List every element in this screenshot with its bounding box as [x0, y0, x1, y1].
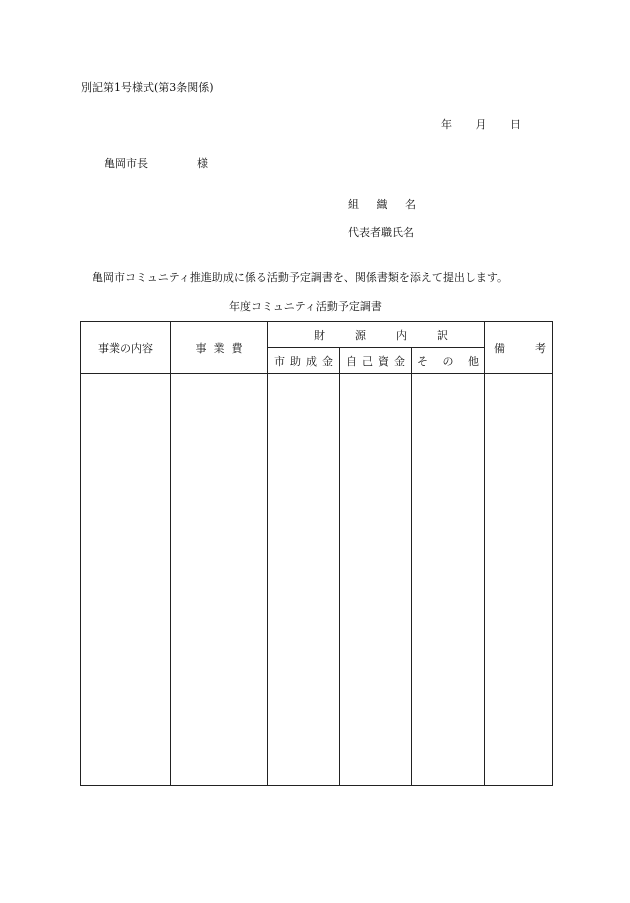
header-project-content-label: 事業の内容 [98, 341, 153, 355]
header-own-funds [340, 348, 412, 374]
date-day-label: 日 [510, 118, 521, 131]
table-title: 年度コミュニティ活動予定調書 [229, 300, 382, 313]
header-funding-breakdown [268, 322, 485, 348]
label-char: 他 [468, 354, 479, 368]
header-project-content [81, 322, 171, 374]
table-header-row [81, 322, 553, 348]
label-char: 金 [322, 354, 333, 368]
label-char: 金 [394, 354, 405, 368]
project-cost-cell[interactable] [171, 374, 268, 786]
addressee-honorific: 様 [197, 157, 208, 170]
label-char: 費 [231, 341, 243, 355]
organization-name-label [348, 198, 416, 212]
label-char: そ [417, 354, 428, 368]
project-content-cell[interactable] [81, 374, 171, 786]
header-remarks [485, 322, 553, 374]
label-char: 考 [535, 341, 547, 355]
city-subsidy-cell[interactable] [268, 374, 340, 786]
label-char: 助 [290, 354, 301, 368]
header-other [412, 348, 485, 374]
other-funds-cell[interactable] [412, 374, 485, 786]
label-char: 備 [494, 341, 506, 355]
activity-plan-table [80, 321, 553, 786]
label-char: 名 [405, 198, 416, 211]
header-city-subsidy [268, 348, 340, 374]
label-char: 織 [376, 198, 388, 211]
label-char: 内 [396, 328, 407, 342]
label-char: の [442, 354, 454, 368]
label-char: 源 [355, 328, 366, 342]
label-char: 己 [362, 354, 373, 368]
label-char: 市 [274, 354, 285, 368]
label-char: 業 [213, 341, 225, 355]
label-char: 資 [378, 354, 389, 368]
label-char: 成 [306, 354, 317, 368]
date-year-label: 年 [441, 118, 452, 131]
date-month-label: 月 [475, 118, 487, 131]
label-char: 事 [195, 341, 207, 355]
header-project-cost [171, 322, 268, 374]
representative-label: 代表者職氏名 [348, 226, 414, 239]
addressee-name: 亀岡市長 [104, 157, 148, 170]
form-number: 別記第1号様式(第3条関係) [81, 81, 214, 94]
label-char: 組 [348, 198, 359, 211]
label-char: 訳 [437, 328, 448, 342]
remarks-cell[interactable] [485, 374, 553, 786]
submission-statement: 亀岡市コミュニティ推進助成に係る活動予定調書を、関係書類を添えて提出します。 [92, 271, 509, 284]
table-body-row [81, 374, 553, 786]
own-funds-cell[interactable] [340, 374, 412, 786]
label-char: 財 [314, 328, 325, 342]
date-line [441, 118, 521, 132]
label-char: 自 [346, 354, 357, 368]
